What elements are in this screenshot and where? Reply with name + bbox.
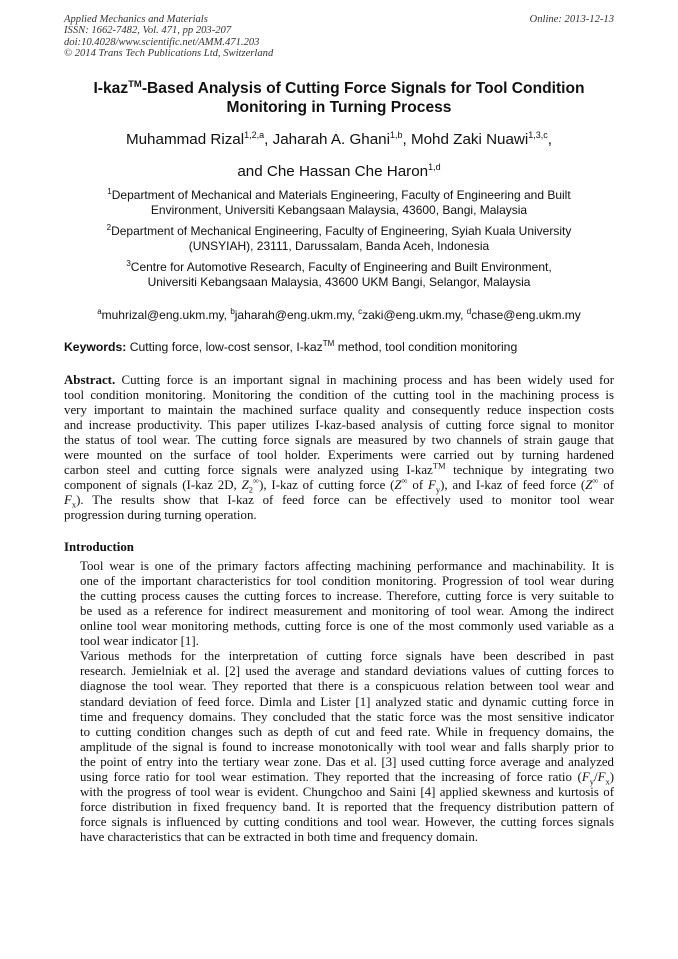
math-sub: x	[605, 776, 610, 787]
author-sep: ,	[547, 130, 553, 148]
author-sup: 1,2,a	[244, 129, 265, 140]
email-address: chase@eng.ukm.my	[471, 307, 581, 322]
body-line: time and frequency domains. They concluded that the static force was the most sensitive indicator	[80, 709, 614, 724]
body-line: with the progress of tool wear is evident. Chungchoo and Saini [4] applied skewness and kurtosis of	[80, 785, 614, 800]
abstract-text: ). The results show that I-kaz of feed force can be effectively used to monitor tool wear	[76, 493, 614, 508]
math-sup: ∞	[592, 475, 599, 486]
journal-name: Applied Mechanics and Materials	[64, 14, 208, 25]
abstract-text: Cutting force is an important signal in machining process and has been widely used for	[115, 372, 614, 387]
abstract-line	[64, 460, 614, 478]
abstract-line	[64, 493, 614, 508]
author-line-2	[64, 162, 614, 182]
email-address: muhrizal@eng.ukm.my,	[101, 307, 231, 322]
body-line: Tool wear is one of the primary factors affecting machining performance and machinability. It is	[80, 558, 614, 573]
paper-title	[64, 79, 614, 117]
abstract-line: were mounted on the surface of tool holder. Experiments were carried out by turning hardened	[64, 448, 614, 463]
math-symbol: Z	[585, 478, 593, 493]
abstract-text: technique by integrating two	[445, 463, 614, 478]
body-line	[64, 770, 614, 785]
title-tm: TM	[128, 78, 142, 90]
math-symbol: F	[427, 478, 436, 493]
email-sup: c	[358, 306, 363, 316]
journal-header	[64, 14, 614, 60]
email-address: jaharah@eng.ukm.my,	[234, 307, 359, 322]
issn-line: ISSN: 1662-7482, Vol. 471, pp 203-207	[64, 25, 232, 37]
body-line: be used as a reference for indirect measurement and monitoring of tool wear. Among the indirect	[80, 603, 614, 618]
online-date: Online: 2013-12-13	[529, 14, 614, 25]
author-name: Muhammad Rizal	[125, 130, 245, 148]
body-line: to cutting condition changes such as depth of cut and feed rate. While in frequency domains, the	[80, 724, 614, 739]
abstract-line: the status of tool wear. The cutting force signals are measured by two channels of strain gauge that	[64, 433, 614, 447]
paragraph	[64, 559, 614, 650]
body-line: Various methods for the interpretation of cutting force signals have been described in past	[80, 649, 614, 664]
introduction-body	[64, 559, 614, 846]
affiliation-line: Centre for Automotive Research, Faculty of Engineering and Built Environment,	[130, 259, 552, 274]
affiliation-line: Department of Mechanical Engineering, Faculty of Engineering, Syiah Kuala University	[111, 223, 572, 238]
author-sup: 1,b	[389, 129, 403, 140]
math-sub: y	[435, 484, 441, 495]
body-line: standard deviation of feed force. Dimla and Lister [1] analyzed static and dynamic cutting force in	[80, 694, 614, 709]
keywords-tm: TM	[322, 338, 335, 348]
email-list	[64, 308, 614, 323]
title-line2: Monitoring in Turning Process	[226, 98, 452, 116]
body-line: amplitude of the signal is found to increase monotonically with tool wear and falls sharply prior to	[80, 739, 614, 754]
doi-line: doi:10.4028/www.scientific.net/AMM.471.203	[64, 36, 260, 48]
author-sep: ,	[402, 130, 411, 148]
title-part2: -Based Analysis of Cutting Force Signals for Tool Condition	[141, 79, 585, 97]
affiliation-sup: 2	[106, 222, 112, 232]
abstract	[64, 373, 614, 524]
abstract-text: ), I-kaz of cutting force (	[259, 478, 395, 493]
body-text: /	[593, 769, 598, 784]
math-sub: 2	[248, 484, 254, 495]
author-sup: 1,3,c	[528, 129, 548, 140]
math-symbol: Z	[241, 478, 249, 493]
abstract-text: carbon steel and cutting force signals were analyzed using I-kaz	[64, 463, 433, 478]
affiliation-line: Environment, Universiti Kebangsaan Malaysia, 43600, Bangi, Malaysia	[150, 202, 528, 217]
title-part1: I-kaz	[93, 79, 129, 97]
affiliation-1	[64, 188, 614, 218]
author-name: Jaharah A. Ghani	[272, 130, 390, 148]
abstract-text: component of signals (I-kaz 2D,	[64, 478, 242, 493]
paragraph	[64, 649, 614, 845]
body-line: one of the important characteristics for tool condition monitoring. Progression of tool wear during	[80, 573, 614, 588]
author-sep: ,	[264, 130, 273, 148]
affiliation-line: Universiti Kebangsaan Malaysia, 43600 UKM Bangi, Selangor, Malaysia	[147, 274, 531, 289]
abstract-line: progression during turning operation.	[64, 508, 257, 523]
email-sup: d	[466, 306, 472, 316]
body-line: online tool wear monitoring methods, cutting force is one of the most commonly used variable as a	[80, 619, 614, 634]
math-sup: ∞	[401, 475, 408, 486]
email-address: zaki@eng.ukm.my,	[362, 307, 467, 322]
abstract-line: and increase productivity. This paper utilizes I-kaz-based analysis of cutting force signal to monitor	[64, 417, 614, 432]
author-name: Mohd Zaki Nuawi	[410, 130, 529, 148]
email-sup: b	[230, 306, 235, 316]
body-text: )	[609, 769, 614, 784]
body-line: force signals is influenced by cutting conditions and tool wear. However, the cutting forces signals	[80, 815, 614, 830]
body-line: the point of entry into the tertiary wear zone. Das et al. [3] used cutting force average and analyzed	[80, 754, 614, 769]
body-line: tool wear indicator [1].	[80, 634, 199, 649]
keywords	[64, 340, 614, 355]
affiliation-line: (UNSYIAH), 23111, Darussalam, Banda Aceh, Indonesia	[188, 238, 490, 253]
abstract-tm: TM	[432, 460, 446, 471]
affiliation-3	[64, 260, 614, 290]
abstract-line: tool condition monitoring. Monitoring the condition of the cutting tool in the machining process is	[64, 387, 614, 402]
affiliation-line: Department of Mechanical and Materials Engineering, Faculty of Engineering and Built	[111, 187, 571, 202]
math-symbol: F	[581, 769, 590, 784]
email-sup: a	[97, 306, 102, 316]
body-line: have characteristics that can be extracted in both time and frequency domain.	[80, 830, 479, 845]
keywords-text: Cutting force, low-cost sensor, I-kaz	[126, 339, 323, 354]
abstract-text: of	[598, 478, 614, 493]
body-line: diagnose the tool wear. They reported that there is a conspicuous relation between tool wear and	[80, 679, 614, 694]
abstract-label: Abstract.	[64, 372, 116, 387]
math-symbol: Z	[394, 478, 402, 493]
keywords-text: method, tool condition monitoring	[334, 339, 518, 354]
author-line-1	[64, 130, 614, 150]
copyright-line: © 2014 Trans Tech Publications Ltd, Switzerland	[64, 48, 274, 60]
math-sub: y	[589, 776, 594, 787]
abstract-line: very important to maintain the machined surface quality and consequently reduce inspection costs	[64, 402, 614, 417]
body-line: the cutting process causes the cutting forces to increase. Therefore, cutting force is very suitable to	[80, 588, 614, 603]
math-sup: ∞	[253, 475, 260, 486]
affiliation-sup: 1	[107, 186, 112, 196]
affiliation-2	[64, 224, 614, 254]
keywords-label: Keywords:	[64, 339, 127, 354]
body-text: using force ratio for tool wear estimation. They reported that the increasing of force ratio (	[80, 769, 582, 784]
abstract-text: of	[407, 478, 428, 493]
abstract-line	[64, 475, 614, 495]
body-line: force distribution in fixed frequency band. It is reported that the frequency distribution pattern of	[80, 800, 614, 815]
body-line: research. Jemielniak et al. [2] used the average and standard deviations values of cutting forces to	[80, 664, 614, 679]
math-symbol: F	[597, 769, 606, 784]
author-name: and Che Hassan Che Haron	[237, 162, 429, 180]
affiliation-sup: 3	[126, 258, 131, 268]
math-symbol: F	[64, 493, 72, 508]
math-sub: x	[71, 499, 77, 510]
author-sup: 1,d	[428, 161, 441, 172]
section-heading-introduction: Introduction	[64, 539, 134, 554]
abstract-text: ), and I-kaz of feed force (	[440, 478, 586, 493]
